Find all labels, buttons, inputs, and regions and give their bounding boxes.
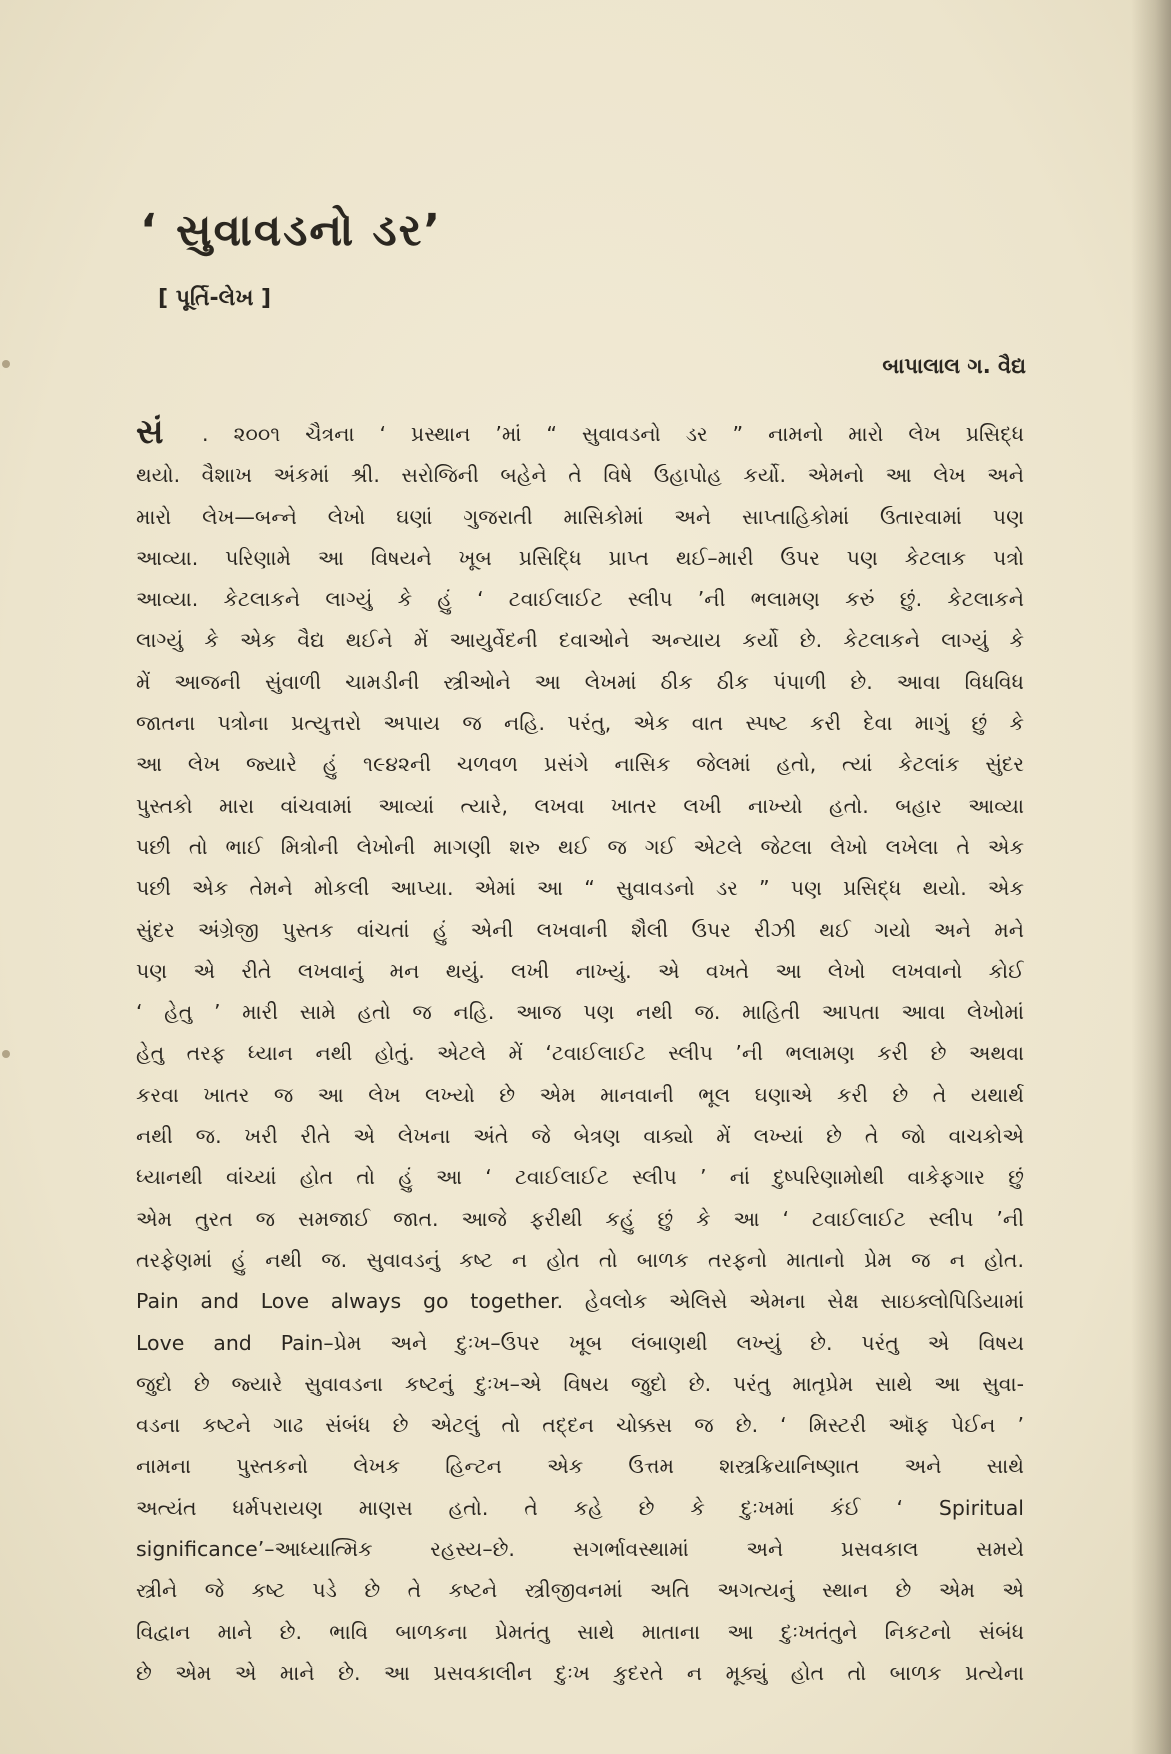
body-line: જુદો છે જ્યારે સુવાવડના કષ્ટનું દુઃખ–એ વિષય જુદો છે. પરંતુ માતૃપ્રેમ સાથે આ સુવા- — [136, 1371, 1024, 1396]
drop-cap: સં — [136, 412, 164, 452]
body-line: Love and Pain–પ્રેમ અને દુઃખ–ઉપર ખૂબ લંબાણથી લખ્યું છે. પરંતુ એ વિષય — [136, 1330, 1024, 1355]
body-line: નામના પુસ્તકનો લેખક હિન્ટન એક ઉત્તમ શસ્ત્રક્રિયાનિષ્ણાત અને સાથે — [136, 1454, 1024, 1479]
body-line: આવ્યા. કેટલાકને લાગ્યું કે હું ‘ ટવાઈલાઈટ સ્લીપ ’ની ભલામણ કરું છું. કેટલાકને — [136, 587, 1024, 612]
body-line: પછી એક તેમને મોકલી આપ્યા. એમાં આ “ સુવાવડનો ડર ” પણ પ્રસિદ્ધ થયો. એક — [136, 876, 1024, 901]
body-line: સ્ત્રીને જે કષ્ટ પડે છે તે કષ્ટને સ્ત્રીજીવનમાં અતિ અગત્યનું સ્થાન છે એમ એ — [136, 1578, 1024, 1603]
body-line: થયો. વૈશાખ અંકમાં શ્રી. સરોજિની બહેને તે વિષે ઉહાપોહ કર્યો. એમનો આ લેખ અને — [136, 463, 1024, 488]
body-line: વડના કષ્ટને ગાઢ સંબંધ છે એટલું તો તદ્દન ચોક્કસ જ છે. ‘ મિસ્ટરી ઑફ પેઈન ’ — [136, 1413, 1024, 1438]
body-line: મેં આજની સુંવાળી ચામડીની સ્ત્રીઓને આ લેખમાં ઠીક ઠીક પંપાળી છે. આવા વિધવિધ — [136, 669, 1024, 694]
binding-hole-mark — [2, 360, 10, 368]
article-subtitle: [ પૂર્તિ-લેખ ] — [158, 286, 272, 311]
body-line: ધ્યાનથી વાંચ્યાં હોત તો હું આ ‘ ટવાઈલાઈટ સ્લીપ ’ નાં દુષ્પરિણામોથી વાકેફગાર છું — [136, 1165, 1024, 1190]
body-line: significance’–આધ્યાત્મિક રહસ્ય–છે. સગર્ભાવસ્થામાં અને પ્રસવકાલ સમયે — [136, 1537, 1024, 1562]
body-line: જાતના પત્રોના પ્રત્યુત્તરો અપાય જ નહિ. પરંતુ, એક વાત સ્પષ્ટ કરી દેવા માગું છું કે — [136, 711, 1024, 736]
article-author: બાપાલાલ ગ. વૈદ્ય — [882, 354, 1026, 378]
body-line: વિદ્વાન માને છે. ભાવિ બાળકના પ્રેમતંતુ સાથે માતાના આ દુઃખતંતુને નિકટનો સંબંધ — [136, 1619, 1024, 1644]
body-line: હેતુ તરફ ધ્યાન નથી હોતું. એટલે મેં ‘ટવાઈલાઈટ સ્લીપ ’ની ભલામણ કરી છે અથવા — [136, 1041, 1024, 1066]
binding-hole-mark — [2, 1050, 10, 1058]
body-line: . ૨૦૦૧ ચૈત્રના ‘ પ્રસ્થાન ’માં “ સુવાવડનો ડર ” નામનો મારો લેખ પ્રસિદ્ધ — [202, 422, 1024, 446]
body-line: અત્યંત ધર્મપરાયણ માણસ હતો. તે કહે છે કે દુઃખમાં કંઈ ‘ Spiritual — [136, 1495, 1024, 1520]
body-line: એમ તુરત જ સમજાઈ જાત. આજે ફરીથી કહું છું કે આ ‘ ટવાઈલાઈટ સ્લીપ ’ની — [136, 1206, 1024, 1231]
article-body — [136, 414, 1024, 1694]
body-line: નથી જ. ખરી રીતે એ લેખના અંતે જે બેત્રણ વાક્યો મેં લખ્યાં છે તે જો વાચકોએ — [136, 1124, 1024, 1149]
body-line: પુસ્તકો મારા વાંચવામાં આવ્યાં ત્યારે, લખવા ખાતર લખી નાખ્યો હતો. બહાર આવ્યા — [136, 793, 1024, 818]
body-line: પણ એ રીતે લખવાનું મન થયું. લખી નાખ્યું. એ વખતે આ લેખો લખવાનો કોઈ — [136, 958, 1024, 983]
body-line: Pain and Love always go together. હેવલોક એલિસે એમના સેક્ષ સાઇક્લોપિડિયામાં — [136, 1289, 1024, 1314]
body-line: લાગ્યું કે એક વૈદ્ય થઈને મેં આયુર્વેદની દવાઓને અન્યાય કર્યો છે. કેટલાકને લાગ્યું કે — [136, 628, 1024, 653]
body-line: કરવા ખાતર જ આ લેખ લખ્યો છે એમ માનવાની ભૂલ ઘણાએ કરી છે તે યથાર્થ — [136, 1082, 1024, 1107]
body-line: મારો લેખ—બન્ને લેખો ઘણાં ગુજરાતી માસિકોમાં અને સાપ્તાહિકોમાં ઉતારવામાં પણ — [136, 504, 1024, 529]
body-line: આવ્યા. પરિણામે આ વિષયને ખૂબ પ્રસિદ્ધિ પ્રાપ્ત થઈ–મારી ઉપર પણ કેટલાક પત્રો — [136, 545, 1024, 570]
body-line: તરફેણમાં હું નથી જ. સુવાવડનું કષ્ટ ન હોત તો બાળક તરફનો માતાનો પ્રેમ જ ન હોત. — [136, 1247, 1024, 1272]
body-line: પછી તો ભાઈ મિત્રોની લેખોની માગણી શરુ થઈ જ ગઈ એટલે જેટલા લેખો લખેલા તે એક — [136, 834, 1024, 859]
body-line: આ લેખ જ્યારે હું ૧૯૪૨ની ચળવળ પ્રસંગે નાસિક જેલમાં હતો, ત્યાં કેટલાંક સુંદર — [136, 752, 1024, 777]
binding-shadow — [1131, 0, 1171, 1754]
article-title: ‘ સુવાવડનો ડર’ — [140, 205, 443, 256]
body-line: સુંદર અંગ્રેજી પુસ્તક વાંચતાં હું એની લખવાની શૈલી ઉપર રીઝી થઈ ગયો અને મને — [136, 917, 1024, 942]
body-line: છે એમ એ માને છે. આ પ્રસવકાલીન દુઃખ કુદરતે ન મૂક્યું હોત તો બાળક પ્રત્યેના — [136, 1660, 1024, 1685]
body-line: ‘ હેતુ ’ મારી સામે હતો જ નહિ. આજ પણ નથી જ. માહિતી આપતા આવા લેખોમાં — [136, 1000, 1024, 1025]
